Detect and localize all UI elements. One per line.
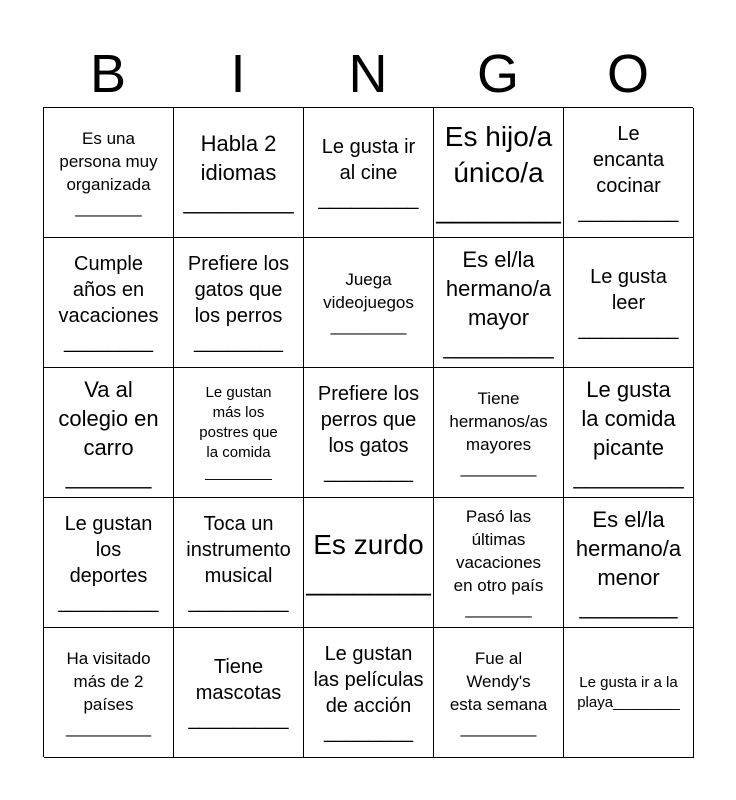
- header-letter-b: B: [89, 44, 127, 104]
- bingo-cell[interactable]: [174, 368, 304, 498]
- cell-text: Le encanta cocinar _________: [578, 122, 679, 223]
- bingo-cell[interactable]: [434, 498, 564, 628]
- cell-text: Es zurdo ________: [306, 528, 431, 596]
- bingo-cell[interactable]: [304, 498, 434, 628]
- bingo-cell[interactable]: [174, 108, 304, 238]
- cell-text: Le gusta la comida picante _________: [573, 376, 684, 489]
- bingo-cell[interactable]: [564, 628, 694, 758]
- header-letter-n: N: [348, 44, 388, 104]
- cell-text: Habla 2 idiomas _________: [183, 131, 294, 214]
- bingo-cell[interactable]: [434, 368, 564, 498]
- bingo-cell[interactable]: [304, 368, 434, 498]
- cell-text: Es el/la hermano/a menor ________: [575, 506, 682, 619]
- header-letter-o: O: [606, 44, 649, 104]
- cell-text: Le gustan las películas de acción ________: [313, 642, 424, 743]
- cell-text: Es el/la hermano/a mayor _________: [443, 246, 554, 359]
- cell-text: Le gustan más los postres que la comida ________: [199, 383, 278, 481]
- header-letter-i: I: [230, 44, 246, 104]
- cell-text: Fue al Wendy's esta semana ________: [449, 648, 548, 737]
- bingo-cell[interactable]: [304, 628, 434, 758]
- bingo-cell[interactable]: [304, 108, 434, 238]
- cell-text: Es hijo/a único/a ________: [436, 120, 561, 224]
- bingo-cell[interactable]: [174, 498, 304, 628]
- cell-text: Tiene mascotas _________: [188, 655, 289, 730]
- bingo-cell[interactable]: [304, 238, 434, 368]
- cell-text: Toca un instrumento musical _________: [186, 512, 291, 613]
- bingo-cell[interactable]: [564, 238, 694, 368]
- cell-text: Juega videojuegos ________: [323, 270, 414, 335]
- cell-text: Le gustan los deportes _________: [58, 512, 159, 613]
- bingo-cell[interactable]: [174, 628, 304, 758]
- bingo-header: [43, 44, 693, 104]
- cell-text: Prefiere los perros que los gatos ________: [317, 382, 420, 483]
- bingo-cell[interactable]: [44, 368, 174, 498]
- cell-text: Ha visitado más de 2 países _________: [65, 648, 152, 737]
- cell-text: Prefiere los gatos que los perros ________: [187, 252, 290, 353]
- bingo-board: [43, 107, 693, 757]
- bingo-cell[interactable]: [434, 238, 564, 368]
- header-letter-g: G: [476, 44, 519, 104]
- bingo-cell[interactable]: [564, 368, 694, 498]
- cell-text: Le gusta ir al cine _________: [318, 135, 419, 210]
- bingo-cell[interactable]: [44, 498, 174, 628]
- cell-text: Va al colegio en carro _______: [58, 376, 159, 489]
- bingo-cell[interactable]: [564, 108, 694, 238]
- bingo-cell[interactable]: [44, 628, 174, 758]
- bingo-cell[interactable]: [434, 108, 564, 238]
- bingo-cell[interactable]: [434, 628, 564, 758]
- bingo-cell[interactable]: [564, 498, 694, 628]
- cell-text: Le gusta ir a la playa________: [577, 673, 680, 711]
- cell-text: Es una persona muy organizada _______: [59, 128, 158, 217]
- cell-text: Le gusta leer _________: [578, 265, 679, 340]
- bingo-cell[interactable]: [44, 238, 174, 368]
- cell-text: Cumple años en vacaciones ________: [58, 252, 159, 353]
- bingo-cell[interactable]: [44, 108, 174, 238]
- bingo-cell[interactable]: [174, 238, 304, 368]
- cell-text: Tiene hermanos/as mayores ________: [449, 388, 548, 477]
- cell-text: Pasó las últimas vacaciones en otro país _______: [453, 507, 544, 618]
